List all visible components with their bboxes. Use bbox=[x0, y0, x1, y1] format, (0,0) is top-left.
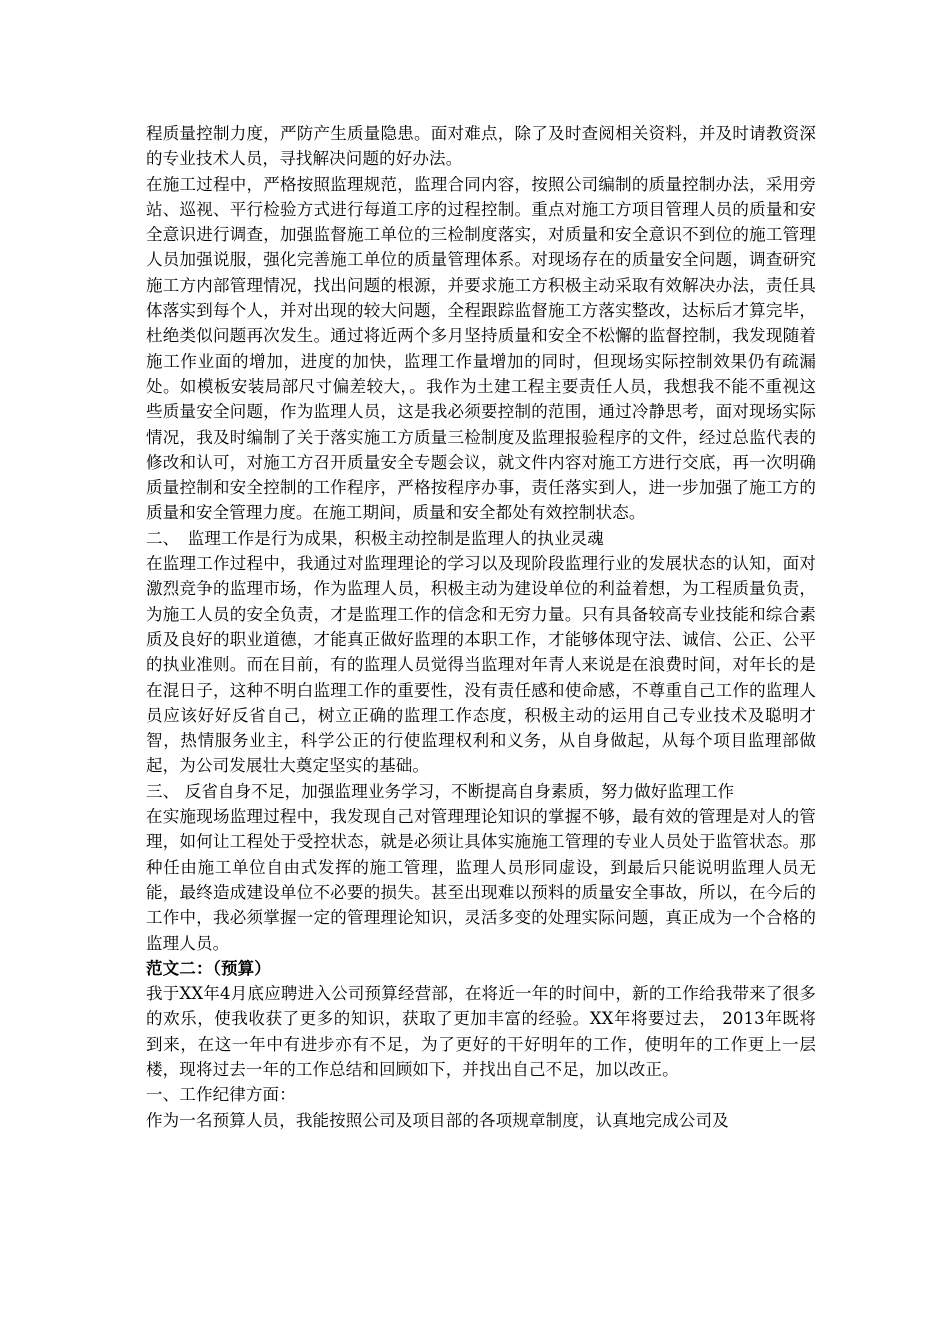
paragraph-budget-discipline: 作为一名预算人员，我能按照公司及项目部的各项规章制度，认真地完成公司及 bbox=[146, 1110, 729, 1130]
paragraph-supervision-attitude: 在监理工作过程中，我通过对监理理论的学习以及现阶段监理行业的发展状态的认知，面对激烈竞争的监理市场，作为监理人员，积极主动为建设单位的利益着想，为工程质量负责，为施工人员的安全负责，才是监理工作的信念和无穷力量。只有具备较高专业技能和综合素质及良好的职业道德，才能真正做好监理的本职工作，才能够体现守法、诚信、公正、公平的执业准则。而在目前，有的监理人员觉得当监理对年青人来说是在浪费时间，对年长的是在混日子，这种不明白监理工作的重要性，没有责任感和使命感，不尊重自己工作的监理人员应该好好反省自己，树立正确的监理工作态度，积极主动的运用自己专业技术及聪明才智，热情服务业主，科学公正的行使监理权利和义务，从自身做起，从每个项目监理部做起，为公司发展壮大奠定坚实的基础。 bbox=[146, 554, 816, 776]
paragraph-construction-process: 在施工过程中，严格按照监理规范，监理合同内容，按照公司编制的质量控制办法，采用旁站、巡视、平行检验方式进行每道工序的过程控制。重点对施工方项目管理人员的质量和安全意识进行调查，加强监督施工单位的三检制度落实，对质量和安全意识不到位的施工管理人员加强说服，强化完善施工单位的质量管理体系。对现场存在的质量安全问题，调查研究施工方内部管理情况，找出问题的根源，并要求施工方积极主动采取有效解决办法，责任具体落实到每个人，并对出现的较大问题，全程跟踪监督施工方落实整改，达标后才算完毕，杜绝类似问题再次发生。通过将近两个多月坚持质量和安全不松懈的监督控制，我发现随着施工作业面的增加，进度的加快，监理工作量增加的同时，但现场实际控制效果仍有疏漏处。如模板安装局部尺寸偏差较大，。我作为土建工程主要责任人员，我想我不能不重视这些质量安全问题，作为监理人员，这是我必须要控制的范围，通过冷静思考，面对现场实际情况，我及时编制了关于落实施工方质量三检制度及监理报验程序的文件，经过总监代表的修改和认可，对施工方召开质量安全专题会议，就文件内容对施工方进行交底，再一次明确质量控制和安全控制的工作程序，严格按程序办事，责任落实到人，进一步加强了施工方的质量和安全管理力度。在施工期间，质量和安全都处有效控制状态。 bbox=[146, 174, 816, 523]
sample-two-heading: 范文二：（预算） bbox=[146, 958, 271, 978]
paragraph-quality-control-intro: 程质量控制力度，严防产生质量隐患。面对难点，除了及时查阅相关资料，并及时请教资深的专业技术人员，寻找解决问题的好办法。 bbox=[146, 124, 816, 169]
paragraph-self-reflection: 在实施现场监理过程中，我发现自己对管理理论知识的掌握不够，最有效的管理是对人的管理，如何让工程处于受控状态，就是必须让具体实施施工管理的专业人员处于监管状态。那种任由施工单位自由式发挥的施工管理，监理人员形同虚设，到最后只能说明监理人员无能，最终造成建设单位不必要的损失。甚至出现难以预料的质量安全事故，所以，在今后的工作中，我必须掌握一定的管理理论知识，灵活多变的处理实际问题，真正成为一个合格的监理人员。 bbox=[146, 807, 816, 953]
section-title-two: 二、 监理工作是行为成果，积极主动控制是监理人的执业灵魂 bbox=[146, 528, 604, 548]
document-body bbox=[146, 121, 816, 1133]
paragraph-budget-intro: 我于XX年4月底应聘进入公司预算经营部，在将近一年的时间中，新的工作给我带来了很多的欢乐，使我收获了更多的知识，获取了更加丰富的经验。XX年将要过去， 2013年既将到来，在这一年中有进步亦有不足，为了更好的干好明年的工作，使明年的工作更上一层楼，现将过去一年的工作总结和回顾如下，并找出自己不足，加以改正。 bbox=[146, 984, 816, 1079]
section-title-three: 三、 反省自身不足，加强监理业务学习，不断提高自身素质，努力做好监理工作 bbox=[146, 781, 735, 801]
section-title-work-discipline: 一、工作纪律方面： bbox=[146, 1085, 296, 1105]
